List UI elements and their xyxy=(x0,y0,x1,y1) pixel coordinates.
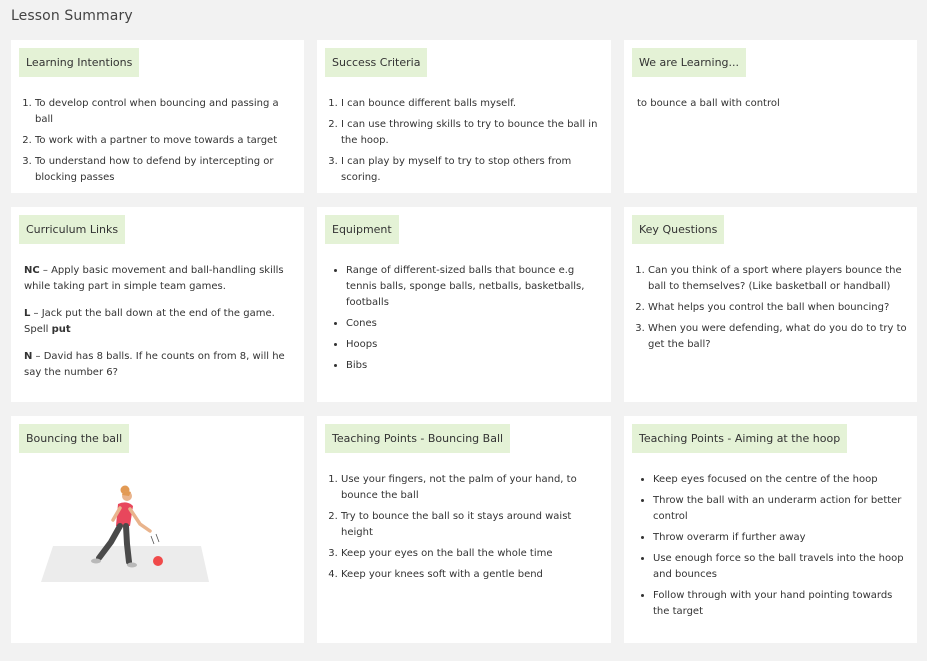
card-learning-intentions xyxy=(11,40,304,193)
teaching-points-aiming-list-container xyxy=(637,472,907,625)
ball xyxy=(153,556,163,566)
card-title-bouncing-the-ball: Bouncing the ball xyxy=(19,424,129,453)
success-criteria-list xyxy=(330,96,601,186)
list-item: 3. When you were defending, what do you do to try to get the ball? xyxy=(648,321,907,353)
list-item: • Follow through with your hand pointing towards the target xyxy=(653,588,907,620)
equipment-list xyxy=(330,263,601,374)
card-key-questions xyxy=(624,207,917,402)
success-criteria-list-container xyxy=(330,96,601,191)
list-item: • Cones xyxy=(346,316,601,332)
list-item: • Use enough force so the ball travels into the hoop and bounces xyxy=(653,551,907,583)
list-item: 1. Use your fingers, not the palm of your hand, to bounce the ball xyxy=(341,472,601,504)
list-item: 4. Keep your knees soft with a gentle bend xyxy=(341,567,601,583)
card-title-teaching-points-aiming: Teaching Points - Aiming at the hoop xyxy=(632,424,847,453)
curriculum-link-l xyxy=(24,306,294,338)
card-equipment xyxy=(317,207,611,402)
curriculum-link-nc xyxy=(24,263,294,295)
card-title-curriculum-links: Curriculum Links xyxy=(19,215,125,244)
list-item: 2. To work with a partner to move towards a target xyxy=(35,133,294,149)
card-title-teaching-points-bouncing: Teaching Points - Bouncing Ball xyxy=(325,424,510,453)
list-item: 3. I can play by myself to try to stop others from scoring. xyxy=(341,154,601,186)
teaching-points-bouncing-list xyxy=(330,472,601,583)
card-title-we-are-learning: We are Learning... xyxy=(632,48,746,77)
list-item: 3. Keep your eyes on the ball the whole time xyxy=(341,546,601,562)
card-title-key-questions: Key Questions xyxy=(632,215,724,244)
card-we-are-learning xyxy=(624,40,917,193)
equipment-list-container xyxy=(330,263,601,379)
n-text: – David has 8 balls. If he counts on from 8, will he say the number 6? xyxy=(24,351,285,378)
card-bouncing-the-ball xyxy=(11,416,304,643)
list-item: • Hoops xyxy=(346,337,601,353)
learning-intentions-list-container xyxy=(24,96,294,191)
page-title: Lesson Summary xyxy=(11,8,133,24)
we-are-learning-text: to bounce a ball with control xyxy=(637,98,780,109)
card-teaching-points-aiming xyxy=(624,416,917,643)
l-word: put xyxy=(51,324,71,335)
key-questions-list-container xyxy=(637,263,907,358)
list-item: • Bibs xyxy=(346,358,601,374)
l-label: L xyxy=(24,308,31,319)
list-item: • Throw overarm if further away xyxy=(653,530,907,546)
nc-label: NC xyxy=(24,265,40,276)
card-success-criteria xyxy=(317,40,611,193)
curriculum-link-n xyxy=(24,349,294,381)
list-item: 3. To understand how to defend by intercepting or blocking passes xyxy=(35,154,294,186)
card-curriculum-links xyxy=(11,207,304,402)
card-title-equipment: Equipment xyxy=(325,215,399,244)
list-item: 1. To develop control when bouncing and passing a ball xyxy=(35,96,294,128)
list-item: 2. I can use throwing skills to try to bounce the ball in the hoop. xyxy=(341,117,601,149)
motion-lines xyxy=(151,534,159,544)
list-item: 2. Try to bounce the ball so it stays around waist height xyxy=(341,509,601,541)
list-item: • Keep eyes focused on the centre of the hoop xyxy=(653,472,907,488)
card-title-success-criteria: Success Criteria xyxy=(325,48,427,77)
list-item: • Range of different-sized balls that bounce e.g tennis balls, sponge balls, netballs, basketballs, footballs xyxy=(346,263,601,311)
list-item: 2. What helps you control the ball when bouncing? xyxy=(648,300,907,316)
list-item: 1. Can you think of a sport where players bounce the ball to themselves? (Like basketball or handball) xyxy=(648,263,907,295)
list-item: • Throw the ball with an underarm action for better control xyxy=(653,493,907,525)
key-questions-list xyxy=(637,263,907,353)
card-teaching-points-bouncing xyxy=(317,416,611,643)
nc-text: – Apply basic movement and ball-handling skills while taking part in simple team games. xyxy=(24,265,284,292)
curriculum-links-body xyxy=(24,263,294,392)
teaching-points-aiming-list xyxy=(637,472,907,620)
card-title-learning-intentions: Learning Intentions xyxy=(19,48,139,77)
l-text: – Jack put the ball down at the end of the game. Spell xyxy=(24,308,275,335)
n-label: N xyxy=(24,351,33,362)
learning-intentions-list xyxy=(24,96,294,186)
teaching-points-bouncing-list-container xyxy=(330,472,601,588)
bouncing-ball-illustration xyxy=(41,484,211,584)
list-item: 1. I can bounce different balls myself. xyxy=(341,96,601,112)
